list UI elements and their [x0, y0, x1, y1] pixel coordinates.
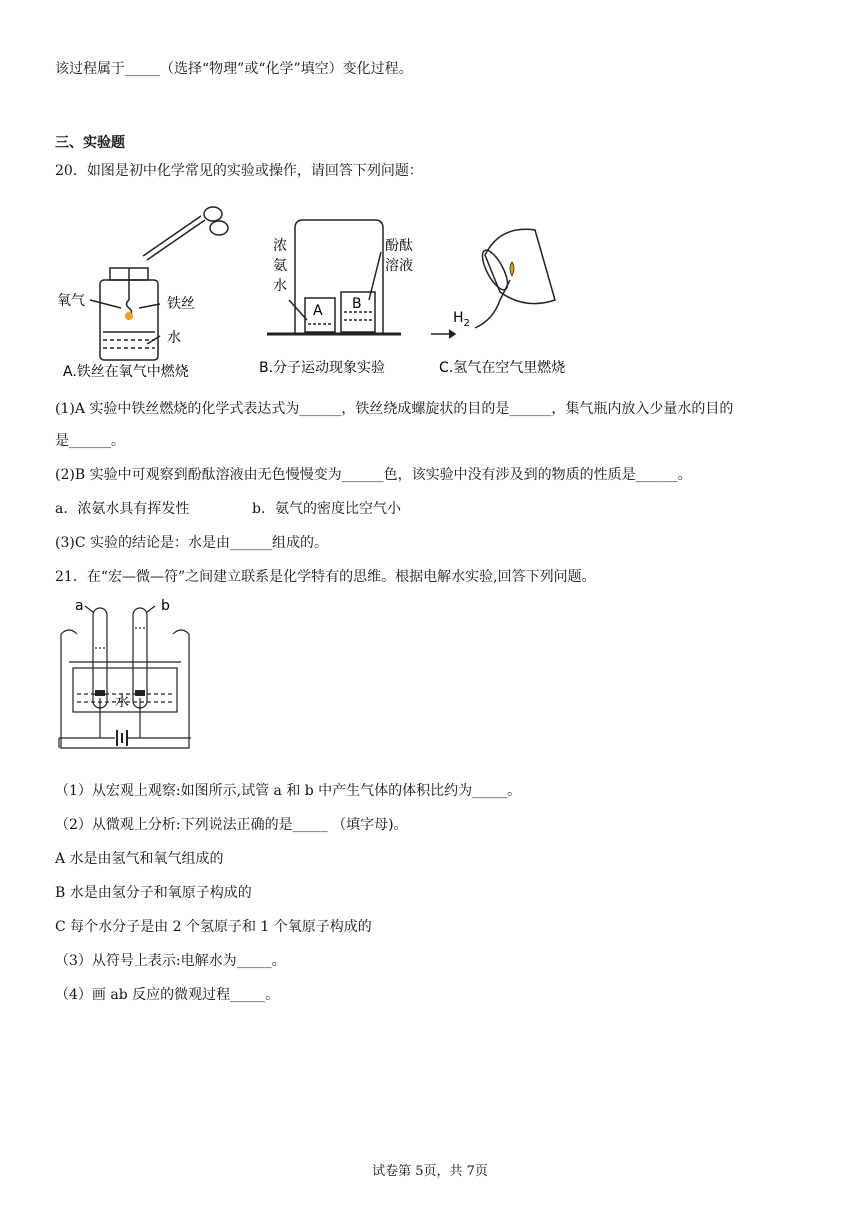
electrode-b-icon: [135, 690, 145, 696]
question-21-3: （3）从符号上表示:电解水为_____。: [55, 953, 286, 969]
question-21-1: （1）从宏观上观察:如图所示,试管 a 和 b 中产生气体的体积比约为_____。: [55, 783, 522, 799]
label-conc-3: 水: [273, 278, 287, 294]
option-21-b: B 水是由氢分子和氧原子构成的: [55, 885, 252, 901]
figure-21: [55, 598, 205, 768]
figure-a-apparatus: [90, 207, 228, 360]
section-title: 三、实验题: [55, 135, 125, 151]
figure-20: [55, 200, 615, 385]
label-conc-1: 浓: [273, 238, 287, 254]
question-20: 20．如图是初中化学常见的实验或操作，请回答下列问题：: [55, 163, 423, 179]
label-phenolphthalein-1: 酚酞: [385, 238, 413, 254]
question-21-2: （2）从微观上分析:下列说法正确的是_____ （填字母)。: [55, 817, 408, 833]
beaker-a-label: A: [313, 303, 323, 319]
option-21-c: C 每个水分子是由 2 个氢原子和 1 个氧原子构成的: [55, 919, 372, 935]
tube-label-b: b: [161, 598, 170, 614]
label-h2: $H_2$: [453, 310, 470, 329]
question-20-3: (3)C 实验的结论是：水是由______组成的。: [55, 535, 328, 551]
page-footer: 试卷第 5页，共 7页: [372, 1164, 488, 1179]
label-conc-2: 氨: [273, 258, 287, 274]
figure-c-apparatus: [431, 229, 555, 338]
electrolysis-apparatus: [59, 606, 191, 748]
option-20-a: a．浓氨水具有挥发性: [55, 501, 190, 517]
figure-b-apparatus: [267, 220, 401, 334]
tube-label-a: a: [75, 598, 84, 614]
question-21-4: （4）画 ab 反应的微观过程_____。: [55, 987, 280, 1003]
question-21: 21．在“宏—微—符”之间建立联系是化学特有的思维。根据电解水实验,回答下列问题。: [55, 569, 596, 585]
label-oxygen: 氧气: [57, 293, 85, 309]
label-water-a: 水: [167, 330, 181, 346]
caption-a: A.铁丝在氧气中燃烧: [63, 364, 189, 380]
option-20-b: b．氨气的密度比空气小: [252, 501, 401, 517]
label-phenolphthalein-2: 溶液: [385, 258, 413, 274]
label-iron-wire: 铁丝: [167, 296, 195, 312]
question-20-1b: 是______。: [55, 433, 125, 449]
question-text-l1: 该过程属于_____（选择“物理”或“化学”填空）变化过程。: [55, 61, 413, 77]
flame-icon: [510, 262, 514, 276]
question-20-1a: (1)A 实验中铁丝燃烧的化学式表达式为______，铁丝绕成螺旋状的目的是______，集气瓶内放入少量水的目的: [55, 401, 734, 417]
spark-icon: [125, 312, 133, 320]
option-21-a: A 水是由氢气和氧气组成的: [55, 851, 224, 867]
beaker-b-label: B: [352, 296, 362, 312]
electrode-a-icon: [95, 690, 105, 696]
question-20-2: (2)B 实验中可观察到酚酞溶液由无色慢慢变为______色，该实验中没有涉及到的物质的性质是______。: [55, 467, 692, 483]
label-water-21: 水: [115, 694, 129, 710]
caption-c: C.氢气在空气里燃烧: [439, 360, 566, 376]
caption-b: B.分子运动现象实验: [259, 360, 386, 376]
